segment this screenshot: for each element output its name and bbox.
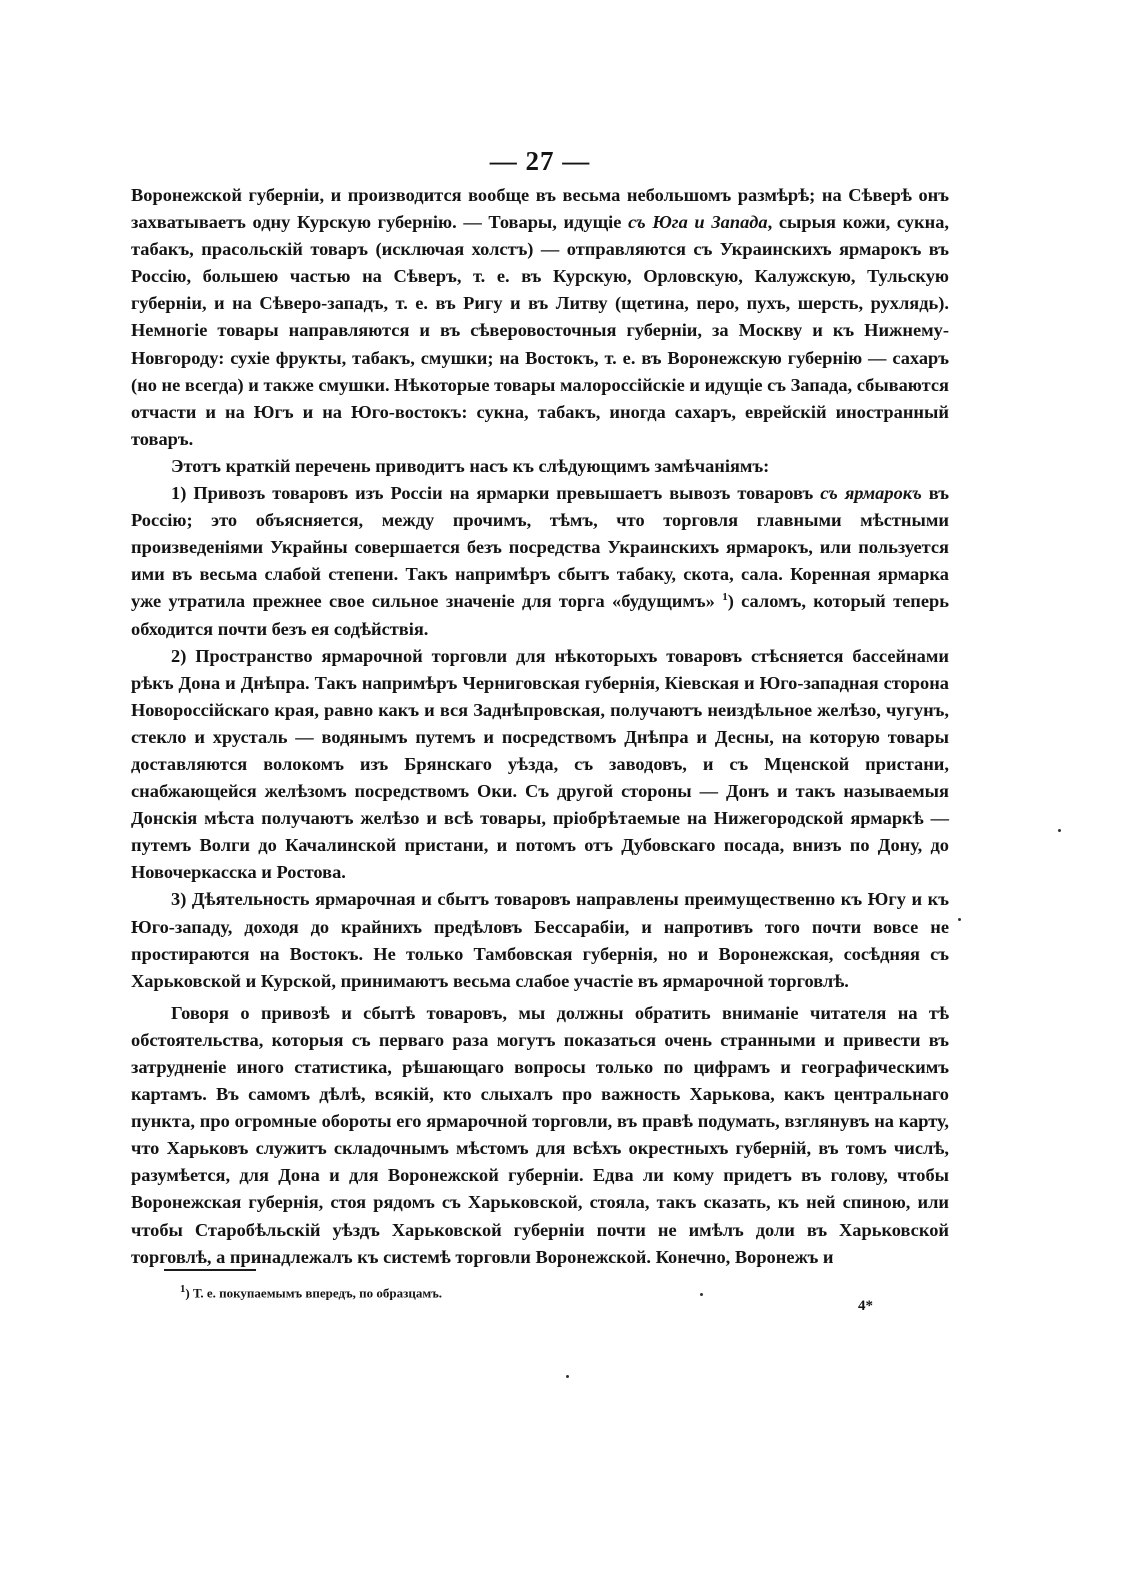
footnote-divider — [164, 1269, 256, 1271]
main-text — [131, 182, 949, 1271]
scan-speck — [566, 1375, 569, 1378]
paragraph-text: , сырыя кожи, сукна, табакъ, прасольскій товаръ (исключая холстъ) — отправляются съ Украинскихъ ярмарокъ въ Россію, большею частью на Сѣверъ, т. е. въ Курскую, Орловскую, Калужскую, Тульскую губерніи, и на Сѣверо-западъ, т. е. въ Ригу и въ Литву (щетина, перо, пухъ, шерсть, рухлядь). Немногіе товары направляются и въ сѣверовосточныя губерніи, за Москву и къ Нижнему-Новгороду: сухіе фрукты, табакъ, смушки; на Востокъ, т. е. въ Воронежскую губернію — сахаръ (но не всегда) и также смушки. Нѣкоторые товары малороссійскіе и идущіе съ Запада, сбываются отчасти и на Югъ и на Юго-востокъ: сукна, табакъ, иногда сахаръ, еврейскій иностранный товаръ. — [131, 212, 949, 449]
footnote-text: ) Т. е. покупаемымъ впередъ, по образцамъ. — [185, 1285, 443, 1301]
paragraph-text: 3) Дѣятельность ярмарочная и сбытъ товаровъ направлены преимущественно къ Югу и къ Юго-западу, доходя до крайнихъ предѣловъ Бессарабіи, и напротивъ того почти вовсе не простираются на Востокъ. Не только Тамбовская губернія, но и Воронежская, сосѣдняя съ Харьковской и Курской, принимаютъ весьма слабое участіе въ ярмарочной торговлѣ. — [131, 889, 949, 991]
paragraph-text: Этотъ краткій перечень приводитъ насъ къ слѣдующимъ замѣчаніямъ: — [171, 455, 770, 476]
page-number: — 27 — — [489, 146, 591, 176]
italic-phrase: съ Юга и Запада — [628, 212, 768, 233]
paragraph-discussion — [131, 1000, 949, 1271]
paragraph-text: 1) Привозъ товаровъ изъ Россіи на ярмарки превышаетъ вывозъ товаровъ — [171, 483, 821, 504]
paragraph-text: Говоря о привозѣ и сбытѣ товаровъ, мы должны обратить вниманіе читателя на тѣ обстоятельства, которыя съ перваго раза могутъ показаться очень странными и привести въ затрудненіе иного статистика, рѣшающаго вопросы только по цифрамъ и географическимъ картамъ. Въ самомъ дѣлѣ, всякій, кто слыхалъ про важность Харькова, какъ центральнаго пункта, про огромные обороты его ярмарочной торговли, въ правѣ подумать, взглянувъ на карту, что Харьковъ служитъ складочнымъ мѣстомъ для всѣхъ окрестныхъ губерній, въ томъ числѣ, разумѣется, для Дона и для Воронежской губерніи. Едва ли кому придетъ въ голову, чтобы Воронежская губернія, стоя рядомъ съ Харьковской, стояла, такъ сказать, къ ней спиною, или чтобы Старобѣльскій уѣздъ Харьковской губерніи почти не имѣлъ доли въ Харьковской торговлѣ, а принадлежалъ къ системѣ торговли Воронежской. Конечно, Воронежъ и — [131, 1002, 949, 1267]
footnote-marker: 1 — [180, 1283, 186, 1295]
paragraph-text: 2) Пространство ярмарочной торговли для нѣкоторыхъ товаровъ стѣсняется бассейнами рѣкъ Дона и Днѣпра. Такъ напримѣръ Черниговская губернія, Кіевская и Юго-западная сторона Новороссійскаго края, равно какъ и вся Заднѣпровская, получаютъ неиздѣльное желѣзо, чугунъ, стекло и хрусталь — водянымъ путемъ и посредствомъ Днѣпра и Десны, на которую товары доставляются волокомъ изъ Брянскаго уѣзда, съ заводовъ, и съ Мценской пристани, снабжающейся желѣзомъ посредствомъ Оки. Съ другой стороны — Донъ и такъ называемыя Донскія мѣста получаютъ желѣзо и всѣ товары, пріобрѣтаемые на Нижегородской ярмаркѣ — путемъ Волги до Качалинской пристани, и потомъ отъ Дубовскаго посада, внизъ по Дону, до Новочеркасска и Ростова. — [131, 645, 949, 883]
paragraph-text: Воронежской губерніи, и производится вообще въ весьма небольшомъ размѣрѣ; на Сѣверѣ онъ захватываетъ одну Курскую губернію. — Товары, идущіе — [131, 185, 949, 233]
scan-speck — [958, 918, 961, 921]
paragraph-text: ) саломъ, который теперь обходится почти безъ ея содѣйствія. — [131, 591, 949, 639]
paragraph-point-2 — [131, 643, 949, 887]
paragraph-intro — [131, 453, 949, 480]
scan-speck — [1058, 829, 1061, 832]
footnote — [180, 1283, 442, 1301]
paragraph-point-3 — [131, 886, 949, 994]
scan-speck — [700, 1293, 703, 1296]
signature-mark: 4* — [858, 1298, 873, 1314]
footnote-reference: 1 — [722, 591, 728, 604]
paragraph-point-1 — [131, 480, 949, 643]
italic-phrase: съ ярмарокъ — [820, 483, 922, 504]
paragraph-continuation — [131, 182, 949, 453]
paragraph-text: въ Россію; это объясняется, между прочимъ, тѣмъ, что торговля главными мѣстными произведеніями Украйны совершается безъ посредства Украинскихъ ярмарокъ, или пользуется ими въ весьма слабой степени. Такъ напримѣръ сбытъ табаку, скота, сала. Коренная ярмарка уже утратила прежнее свое сильное значеніе для торга «будущимъ» — [131, 483, 949, 612]
